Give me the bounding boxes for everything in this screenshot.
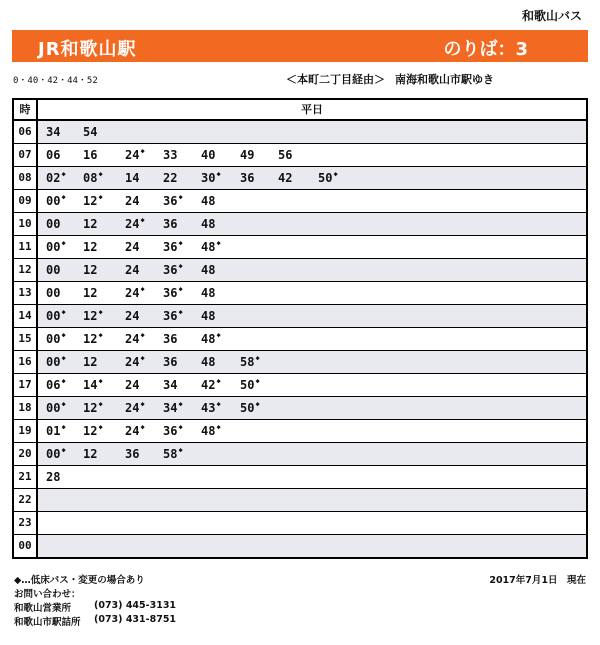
table-row: [14, 121, 586, 144]
low-floor-diamond-icon: ◆: [61, 377, 66, 385]
minute-text: 08: [83, 171, 98, 185]
legend: ◆…低床バス・変更の場合あり: [14, 575, 145, 586]
minute-text: 50: [318, 171, 333, 185]
hour-cell: 23: [14, 512, 38, 534]
low-floor-diamond-icon: ◆: [98, 193, 103, 201]
minute-text: 12: [83, 217, 98, 231]
low-floor-diamond-icon: ◆: [255, 377, 260, 385]
platform-number: のりば：3: [443, 39, 528, 60]
minute-text: 12: [83, 401, 98, 415]
minute-text: 24: [125, 378, 140, 392]
contact-item: [14, 600, 177, 614]
departure-minute: [125, 332, 145, 346]
minute-text: 48: [201, 332, 216, 346]
minutes-cell: [38, 236, 586, 258]
departure-minute: [46, 217, 60, 231]
low-floor-diamond-icon: ◆: [98, 423, 103, 431]
minute-text: 12: [83, 194, 98, 208]
departure-minute: [201, 401, 221, 415]
low-floor-diamond-icon: ◆: [178, 423, 183, 431]
minutes-cell: [38, 305, 586, 327]
hour-cell: 15: [14, 328, 38, 350]
minutes-cell: [38, 144, 586, 166]
departure-minute: [46, 194, 66, 208]
hour-cell: 09: [14, 190, 38, 212]
table-row: [14, 489, 586, 512]
table-row: [14, 443, 586, 466]
low-floor-diamond-icon: ◆: [333, 170, 338, 178]
low-floor-diamond-icon: ◆: [61, 170, 66, 178]
minute-text: 22: [163, 171, 178, 185]
minute-text: 48: [201, 217, 216, 231]
minute-text: 28: [46, 470, 61, 484]
low-floor-diamond-icon: ◆: [61, 354, 66, 362]
low-floor-diamond-icon: ◆: [98, 170, 103, 178]
minute-text: 34: [46, 125, 61, 139]
low-floor-diamond-icon: ◆: [61, 308, 66, 316]
departure-minute: [278, 148, 292, 162]
minute-text: 36: [163, 217, 178, 231]
minute-text: 58: [240, 355, 255, 369]
departure-minute: [125, 263, 139, 277]
minute-text: 06: [46, 378, 61, 392]
timetable-header: [14, 100, 586, 121]
low-floor-diamond-icon: ◆: [98, 400, 103, 408]
minutes-cell: [38, 259, 586, 281]
table-row: [14, 305, 586, 328]
low-floor-diamond-icon: ◆: [61, 446, 66, 454]
table-row: [14, 282, 586, 305]
hour-cell: 19: [14, 420, 38, 442]
minutes-cell: [38, 282, 586, 304]
departure-minute: [83, 171, 103, 185]
minute-text: 33: [163, 148, 178, 162]
minute-text: 24: [125, 263, 140, 277]
minute-text: 12: [83, 355, 98, 369]
low-floor-diamond-icon: ◆: [98, 331, 103, 339]
route-via: ＜本町二丁目経由＞: [286, 73, 385, 86]
low-floor-diamond-icon: ◆: [61, 193, 66, 201]
minutes-cell: [38, 535, 586, 557]
minute-text: 34: [163, 378, 178, 392]
departure-minute: [240, 148, 254, 162]
minute-text: 00: [46, 263, 61, 277]
low-floor-diamond-icon: ◆: [61, 331, 66, 339]
minute-text: 36: [125, 447, 140, 461]
table-row: [14, 466, 586, 489]
departure-minute: [201, 424, 221, 438]
departure-minute: [83, 194, 103, 208]
departure-minute: [201, 309, 215, 323]
table-row: [14, 259, 586, 282]
contact-name: 和歌山営業所: [14, 603, 72, 614]
departure-minute: [46, 424, 66, 438]
table-row: [14, 420, 586, 443]
departure-minute: [240, 401, 260, 415]
departure-minute: [201, 171, 221, 185]
low-floor-diamond-icon: ◆: [178, 239, 183, 247]
low-floor-diamond-icon: ◆: [216, 239, 221, 247]
minute-text: 01: [46, 424, 61, 438]
table-row: [14, 236, 586, 259]
as-of-date: 2017年7月1日 現在: [489, 575, 586, 586]
departure-minute: [83, 217, 97, 231]
minutes-cell: [38, 121, 586, 143]
departure-minute: [201, 148, 215, 162]
minute-text: 00: [46, 194, 61, 208]
departure-minute: [163, 401, 183, 415]
departure-minute: [163, 240, 183, 254]
hour-cell: 00: [14, 535, 38, 557]
table-row: [14, 512, 586, 535]
low-floor-diamond-icon: ◆: [178, 400, 183, 408]
minute-text: 24: [125, 424, 140, 438]
minute-text: 54: [83, 125, 98, 139]
minutes-cell: [38, 190, 586, 212]
departure-minute: [83, 309, 103, 323]
minute-text: 50: [240, 378, 255, 392]
minute-text: 12: [83, 309, 98, 323]
low-floor-diamond-icon: ◆: [140, 354, 145, 362]
contact-name: 和歌山市駅詰所: [14, 617, 81, 628]
minute-text: 56: [278, 148, 293, 162]
low-floor-diamond-icon: ◆: [216, 423, 221, 431]
departure-minute: [46, 355, 66, 369]
departure-minute: [240, 355, 260, 369]
minute-text: 48: [201, 194, 216, 208]
minute-text: 00: [46, 401, 61, 415]
minute-text: 48: [201, 309, 216, 323]
minute-text: 34: [163, 401, 178, 415]
minute-text: 43: [201, 401, 216, 415]
table-row: [14, 351, 586, 374]
minute-text: 49: [240, 148, 255, 162]
minutes-cell: [38, 328, 586, 350]
low-floor-diamond-icon: ◆: [98, 308, 103, 316]
minute-text: 00: [46, 240, 61, 254]
departure-minute: [46, 171, 66, 185]
departure-minute: [163, 447, 183, 461]
low-floor-diamond-icon: ◆: [61, 239, 66, 247]
hour-cell: 08: [14, 167, 38, 189]
low-floor-diamond-icon: ◆: [178, 446, 183, 454]
departure-minute: [201, 263, 215, 277]
route-info: [286, 71, 494, 87]
departure-minute: [46, 447, 66, 461]
minutes-cell: [38, 512, 586, 534]
minute-text: 12: [83, 424, 98, 438]
departure-minute: [125, 378, 139, 392]
minute-text: 36: [240, 171, 255, 185]
departure-minute: [46, 148, 60, 162]
departure-minute: [240, 171, 254, 185]
minute-text: 12: [83, 447, 98, 461]
minute-text: 36: [163, 424, 178, 438]
departure-minute: [163, 171, 177, 185]
departure-minute: [278, 171, 292, 185]
low-floor-diamond-icon: ◆: [178, 285, 183, 293]
hour-cell: 16: [14, 351, 38, 373]
minute-text: 50: [240, 401, 255, 415]
minute-text: 12: [83, 240, 98, 254]
departure-minute: [125, 355, 145, 369]
minute-text: 00: [46, 217, 61, 231]
minute-text: 48: [201, 263, 216, 277]
low-floor-diamond-icon: ◆: [140, 285, 145, 293]
low-floor-diamond-icon: ◆: [178, 308, 183, 316]
minutes-cell: [38, 374, 586, 396]
minute-text: 40: [201, 148, 216, 162]
departure-minute: [125, 286, 145, 300]
minute-text: 24: [125, 217, 140, 231]
hour-cell: 12: [14, 259, 38, 281]
table-row: [14, 190, 586, 213]
contact-tel: (073) 445-3131: [94, 600, 177, 611]
hour-cell: 21: [14, 466, 38, 488]
departure-minute: [125, 171, 139, 185]
minute-text: 36: [163, 240, 178, 254]
low-floor-diamond-icon: ◆: [178, 193, 183, 201]
minute-text: 24: [125, 332, 140, 346]
departure-minute: [46, 263, 60, 277]
departure-minute: [318, 171, 338, 185]
departure-minute: [46, 125, 60, 139]
contact-item: [14, 614, 177, 628]
minute-text: 48: [201, 355, 216, 369]
minute-text: 24: [125, 286, 140, 300]
station-banner: [12, 30, 588, 62]
company-name: 和歌山バス: [521, 9, 582, 23]
departure-minute: [201, 378, 221, 392]
departure-minute: [201, 286, 215, 300]
minutes-cell: [38, 351, 586, 373]
minute-text: 00: [46, 309, 61, 323]
minute-text: 36: [163, 263, 178, 277]
departure-minute: [83, 286, 97, 300]
minute-text: 00: [46, 332, 61, 346]
departure-minute: [83, 424, 103, 438]
departure-minute: [201, 332, 221, 346]
departure-minute: [83, 401, 103, 415]
departure-minute: [201, 355, 215, 369]
minute-text: 06: [46, 148, 61, 162]
departure-minute: [163, 355, 177, 369]
departure-minute: [83, 447, 97, 461]
departure-minute: [46, 378, 66, 392]
contact-tel: (073) 431-8751: [94, 614, 177, 625]
low-floor-diamond-icon: ◆: [255, 400, 260, 408]
minutes-cell: [38, 397, 586, 419]
departure-minute: [125, 148, 145, 162]
minutes-note: 0・40・42・44・52: [13, 76, 98, 86]
minute-text: 36: [163, 355, 178, 369]
minute-text: 14: [83, 378, 98, 392]
minute-text: 24: [125, 309, 140, 323]
minute-text: 00: [46, 355, 61, 369]
minute-text: 58: [163, 447, 178, 461]
departure-minute: [163, 194, 183, 208]
table-row: [14, 213, 586, 236]
minute-text: 36: [163, 332, 178, 346]
station-name: JR和歌山駅: [38, 39, 137, 60]
hour-cell: 20: [14, 443, 38, 465]
table-row: [14, 535, 586, 557]
table-row: [14, 397, 586, 420]
low-floor-diamond-icon: ◆: [216, 377, 221, 385]
minute-text: 48: [201, 424, 216, 438]
departure-minute: [125, 240, 139, 254]
low-floor-diamond-icon: ◆: [98, 377, 103, 385]
minute-text: 30: [201, 171, 216, 185]
hour-cell: 13: [14, 282, 38, 304]
hour-header: 時: [14, 100, 38, 119]
table-row: [14, 167, 586, 190]
hour-cell: 10: [14, 213, 38, 235]
hour-cell: 06: [14, 121, 38, 143]
departure-minute: [125, 424, 145, 438]
hour-cell: 07: [14, 144, 38, 166]
table-row: [14, 144, 586, 167]
minutes-cell: [38, 466, 586, 488]
minute-text: 42: [201, 378, 216, 392]
departure-minute: [46, 401, 66, 415]
hour-cell: 14: [14, 305, 38, 327]
low-floor-diamond-icon: ◆: [216, 400, 221, 408]
minute-text: 16: [83, 148, 98, 162]
departure-minute: [201, 217, 215, 231]
departure-minute: [201, 194, 215, 208]
minute-text: 24: [125, 355, 140, 369]
minutes-cell: [38, 489, 586, 511]
departure-minute: [125, 401, 145, 415]
minutes-cell: [38, 443, 586, 465]
departure-minute: [163, 263, 183, 277]
low-floor-diamond-icon: ◆: [140, 423, 145, 431]
departure-minute: [83, 240, 97, 254]
departure-minute: [125, 309, 139, 323]
minutes-cell: [38, 167, 586, 189]
weekday-header: 平日: [301, 103, 323, 116]
departure-minute: [125, 447, 139, 461]
minute-text: 36: [163, 194, 178, 208]
minute-text: 48: [201, 240, 216, 254]
minute-text: 36: [163, 286, 178, 300]
low-floor-diamond-icon: ◆: [178, 262, 183, 270]
minute-text: 24: [125, 194, 140, 208]
hour-cell: 11: [14, 236, 38, 258]
departure-minute: [125, 217, 145, 231]
minute-text: 24: [125, 148, 140, 162]
destination: 南海和歌山市駅ゆき: [395, 73, 494, 86]
departure-minute: [83, 355, 97, 369]
minutes-cell: [38, 420, 586, 442]
departure-minute: [83, 378, 103, 392]
low-floor-diamond-icon: ◆: [216, 170, 221, 178]
departure-minute: [163, 148, 177, 162]
minute-text: 12: [83, 263, 98, 277]
low-floor-diamond-icon: ◆: [255, 354, 260, 362]
minute-text: 12: [83, 332, 98, 346]
minute-text: 14: [125, 171, 140, 185]
departure-minute: [163, 424, 183, 438]
departure-minute: [46, 309, 66, 323]
departure-minute: [83, 263, 97, 277]
minute-text: 12: [83, 286, 98, 300]
low-floor-diamond-icon: ◆: [140, 331, 145, 339]
hour-cell: 17: [14, 374, 38, 396]
minute-text: 24: [125, 401, 140, 415]
departure-minute: [201, 240, 221, 254]
low-floor-diamond-icon: ◆: [140, 147, 145, 155]
minute-text: 24: [125, 240, 140, 254]
departure-minute: [163, 309, 183, 323]
table-row: [14, 328, 586, 351]
departure-minute: [83, 125, 97, 139]
departure-minute: [83, 332, 103, 346]
departure-minute: [240, 378, 260, 392]
departure-minute: [46, 470, 60, 484]
departure-minute: [163, 217, 177, 231]
departure-minute: [163, 286, 183, 300]
departure-minute: [46, 286, 60, 300]
low-floor-diamond-icon: ◆: [140, 400, 145, 408]
minutes-cell: [38, 213, 586, 235]
departure-minute: [163, 332, 177, 346]
departure-minute: [125, 194, 139, 208]
minute-text: 02: [46, 171, 61, 185]
inquiry-label: お問い合わせ：: [14, 589, 81, 600]
departure-minute: [46, 332, 66, 346]
minute-text: 42: [278, 171, 293, 185]
low-floor-diamond-icon: ◆: [61, 400, 66, 408]
table-row: [14, 374, 586, 397]
low-floor-diamond-icon: ◆: [140, 216, 145, 224]
hour-cell: 22: [14, 489, 38, 511]
minute-text: 48: [201, 286, 216, 300]
departure-minute: [163, 378, 177, 392]
low-floor-diamond-icon: ◆: [216, 331, 221, 339]
minute-text: 00: [46, 286, 61, 300]
hour-cell: 18: [14, 397, 38, 419]
departure-minute: [83, 148, 97, 162]
timetable: [12, 98, 588, 559]
departure-minute: [46, 240, 66, 254]
minute-text: 36: [163, 309, 178, 323]
low-floor-diamond-icon: ◆: [61, 423, 66, 431]
minute-text: 00: [46, 447, 61, 461]
